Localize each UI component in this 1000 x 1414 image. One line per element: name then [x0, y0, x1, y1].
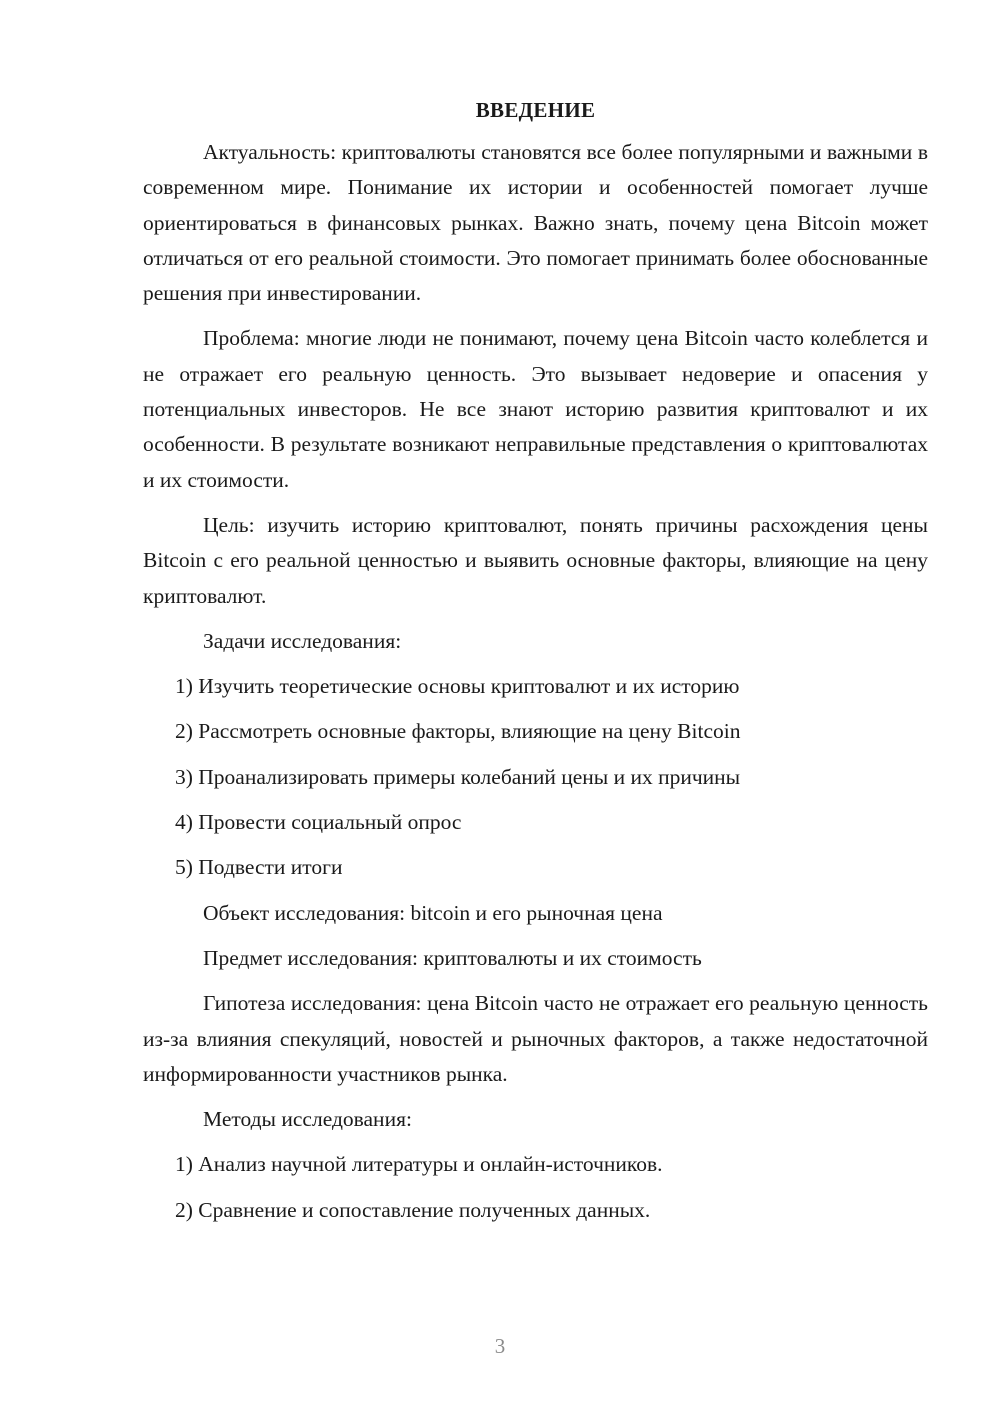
page-number: 3	[494, 1334, 506, 1358]
task-item: 2) Рассмотреть основные факторы, влияющие на цену Bitcoin	[175, 719, 741, 744]
research-object: Объект исследования: bitcoin и его рыночная цена	[203, 900, 663, 925]
document-page	[143, 95, 928, 1238]
research-subject: Предмет исследования: криптовалюты и их стоимость	[203, 945, 702, 970]
task-item: 4) Провести социальный опрос	[175, 810, 462, 835]
methods-heading: Методы исследования:	[203, 1107, 412, 1132]
hypothesis-paragraph: Гипотеза исследования: цена Bitcoin часто не отражает его реальную ценность из-за влияния спекуляций, новостей и рыночных факторов, а также недостаточной информированности участников рынка.	[143, 991, 928, 1086]
section-title: ВВЕДЕНИЕ	[475, 98, 596, 122]
goal-paragraph: Цель: изучить историю криптовалют, понять причины расхождения цены Bitcoin с его реальной ценностью и выявить основные факторы, влияющие на цену криптовалют.	[143, 512, 928, 608]
tasks-heading: Задачи исследования:	[203, 628, 402, 653]
method-item: 1) Анализ научной литературы и онлайн-источников.	[175, 1152, 663, 1177]
task-item: 3) Проанализировать примеры колебаний цены и их причины	[175, 764, 741, 789]
method-item: 2) Сравнение и сопоставление полученных данных.	[175, 1197, 651, 1222]
task-item: 5) Подвести итоги	[175, 855, 343, 880]
relevance-paragraph: Актуальность: криптовалюты становятся все более популярными и важными в современном мире. Понимание их истории и особенностей помогает лучше ориентироваться в финансовых рынках. Важно знать, почему цена Bitcoin может отличаться от его реальной стоимости. Это помогает принимать более обоснованные решения при инвестировании.	[143, 140, 928, 306]
tasks-list	[143, 669, 928, 885]
problem-paragraph: Проблема: многие люди не понимают, почему цена Bitcoin часто колеблется и не отражает его реальную ценность. Это вызывает недоверие и опасения у потенциальных инвесторов. Не все знают историю развития криптовалют и их особенности. В результате возникают неправильные представления о криптовалютах и их стоимости.	[143, 326, 928, 492]
methods-list	[143, 1147, 928, 1228]
task-item: 1) Изучить теоретические основы криптовалют и их историю	[175, 674, 740, 699]
